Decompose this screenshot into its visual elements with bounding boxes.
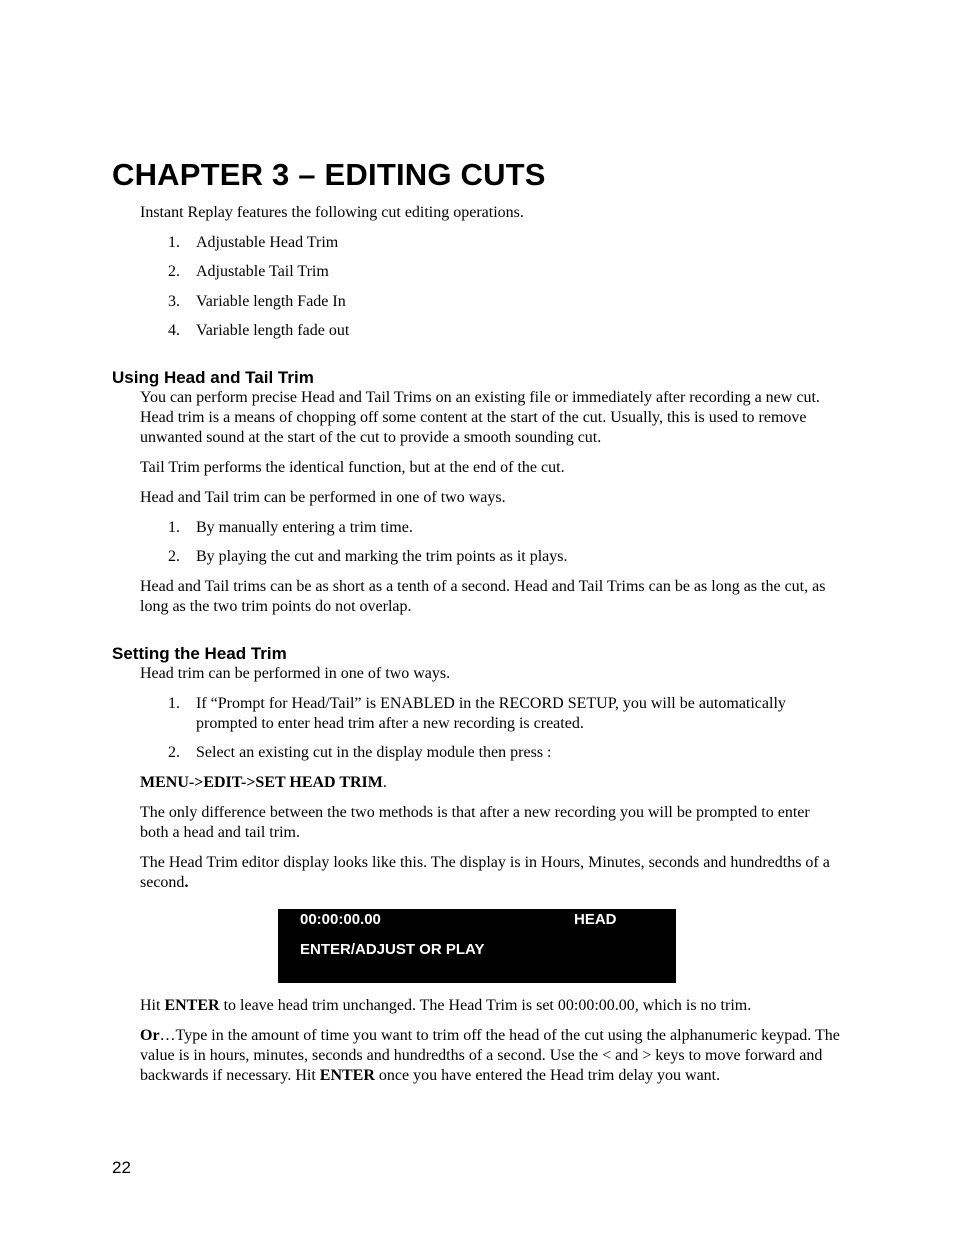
list-item <box>168 233 840 253</box>
list-text: Adjustable Head Trim <box>196 234 339 251</box>
list-text: Variable length Fade In <box>196 293 346 310</box>
display-prompt: ENTER/ADJUST OR PLAY <box>300 941 485 958</box>
paragraph <box>140 1026 840 1086</box>
paragraph-text: The Head Trim editor display looks like this. The display is in Hours, Minutes, seconds and hundredths of a second <box>140 854 830 891</box>
paragraph: Tail Trim performs the identical function, but at the end of the cut. <box>140 459 565 476</box>
paragraph: Head and Tail trims can be as short as a tenth of a second. Head and Tail Trims can be as long as the cut, as long as the two trim points do not overlap. <box>140 578 826 615</box>
list-text: Variable length fade out <box>196 322 350 339</box>
menu-path-period: . <box>382 774 387 791</box>
list-text: If “Prompt for Head/Tail” is ENABLED in the RECORD SETUP, you will be automatically prompted to enter head trim after a new recording is created. <box>196 695 786 732</box>
paragraph-text: to leave head trim unchanged. The Head Trim is set 00:00:00.00, which is no trim. <box>219 997 752 1014</box>
paragraph-text: Hit <box>140 997 165 1014</box>
paragraph: The only difference between the two methods is that after a new recording you will be prompted to enter both a head and tail trim. <box>140 804 810 841</box>
list-text: By manually entering a trim time. <box>196 519 413 536</box>
paragraph-text: once you have entered the Head trim delay you want. <box>374 1067 721 1084</box>
page-number: 22 <box>112 1158 131 1177</box>
list-item <box>168 518 840 538</box>
list-item <box>168 262 840 282</box>
paragraph: Head trim can be performed in one of two ways. <box>140 665 451 682</box>
chapter-intro: Instant Replay features the following cut editing operations. <box>140 204 524 221</box>
list-number: 1. <box>168 519 180 536</box>
list-item <box>168 743 840 763</box>
list-item <box>168 321 840 341</box>
display-time: 00:00:00.00 <box>300 911 381 928</box>
menu-path-text: MENU->EDIT->SET HEAD TRIM <box>140 774 383 791</box>
section-heading-trim: Using Head and Tail Trim <box>112 368 314 387</box>
menu-path <box>140 773 387 793</box>
paragraph-end: . <box>184 874 189 891</box>
list-number: 1. <box>168 234 180 251</box>
enter-key-text: ENTER <box>164 997 220 1014</box>
list-number: 2. <box>168 744 180 761</box>
list-text: Adjustable Tail Trim <box>196 263 329 280</box>
head-trim-display <box>278 909 676 983</box>
list-number: 1. <box>168 695 180 712</box>
list-item <box>168 694 840 734</box>
enter-key-text: ENTER <box>319 1067 375 1084</box>
list-number: 3. <box>168 293 180 310</box>
list-item <box>168 547 840 567</box>
list-item <box>168 292 840 312</box>
paragraph-text: …Type in the amount of time you want to trim off the head of the cut using the alphanumeric keypad. The value is in hours, minutes, seconds and hundredths of a second. Use the < and > keys to move forward and backwards if necessary. Hit <box>140 1027 840 1084</box>
list-number: 4. <box>168 322 180 339</box>
list-text: Select an existing cut in the display module then press : <box>196 744 552 761</box>
list-number: 2. <box>168 548 180 565</box>
paragraph: You can perform precise Head and Tail Trims on an existing file or immediately after recording a new cut. Head trim is a means of chopping off some content at the start of the cut. Usually, this is used to remove unwanted sound at the start of the cut to provide a smooth sounding cut. <box>140 389 820 446</box>
display-mode: HEAD <box>574 911 617 928</box>
or-text: Or <box>140 1027 160 1044</box>
paragraph: Head and Tail trim can be performed in one of two ways. <box>140 489 506 506</box>
chapter-title: CHAPTER 3 – EDITING CUTS <box>112 157 546 192</box>
paragraph <box>140 996 840 1016</box>
section-heading-head-trim: Setting the Head Trim <box>112 644 287 663</box>
paragraph <box>140 853 840 893</box>
list-number: 2. <box>168 263 180 280</box>
list-text: By playing the cut and marking the trim points as it plays. <box>196 548 568 565</box>
